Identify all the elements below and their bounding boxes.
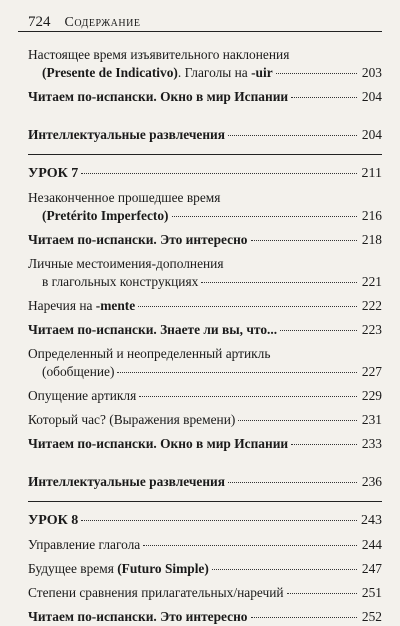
toc-entry [28,165,382,183]
section-title: Содержание [64,15,141,30]
toc-entry-title: (обобщение) [42,364,115,379]
running-header [18,0,382,32]
toc-page-number: 229 [361,388,382,403]
dot-leader [81,520,357,521]
toc-page-number: 204 [361,89,382,104]
dot-leader [238,420,357,421]
toc-entry-title: Читаем по-испански. Знаете ли вы, что... [28,322,278,337]
toc-entry-row [28,560,382,578]
toc-entry-title: Будущее время (Futuro Simple) [28,561,209,576]
toc-entry-row [28,126,382,144]
toc-entry-title: УРОК 8 [28,513,79,528]
toc-page-number: 218 [361,232,382,247]
toc-page-number: 227 [361,364,382,379]
toc-entry [28,608,382,626]
toc-entry [28,46,382,82]
toc-page-number: 252 [361,609,382,624]
toc-entry-title: Интеллектуальные развлечения [28,127,225,142]
toc-page-number: 211 [361,166,382,181]
toc-entry-title: УРОК 7 [28,166,79,181]
toc-entry-title: Читаем по-испански. Это интересно [28,232,248,247]
page-number: 724 [28,14,51,30]
toc-entry [28,255,382,291]
dot-leader [251,240,357,241]
dot-leader [280,330,357,331]
dot-leader [291,444,357,445]
dot-leader [276,73,357,74]
toc-entry-title: Наречия на -mente [28,298,136,313]
toc-entry-row [28,321,382,339]
toc-entry-title: Управление глагола [28,537,141,552]
dot-leader [212,569,357,570]
toc-entry [28,88,382,106]
toc-entry [28,411,382,429]
toc-entry-row [28,297,382,315]
dot-leader [117,372,357,373]
toc-entry-row [28,207,382,225]
toc-entry-row [28,363,382,381]
toc-entry [28,321,382,339]
toc-page-number: 244 [361,537,382,552]
toc-page-number: 203 [361,65,382,80]
dot-leader [287,593,357,594]
dot-leader [172,216,357,217]
table-of-contents [28,46,382,626]
toc-page-number: 221 [361,274,382,289]
dot-leader [138,306,357,307]
toc-page-number: 223 [361,322,382,337]
toc-entry-title: Интеллектуальные развлечения [28,474,225,489]
toc-entry-row [28,512,382,530]
toc-entry-title: Читаем по-испански. Это интересно [28,609,248,624]
toc-entry [28,560,382,578]
toc-entry-title: (Pretérito Imperfecto) [42,208,169,223]
toc-entry-row [28,411,382,429]
toc-entry [28,536,382,554]
toc-entry-row [28,387,382,405]
dot-leader [291,97,357,98]
toc-entry-title: Читаем по-испански. Окно в мир Испании [28,436,289,451]
toc-entry [28,435,382,453]
toc-entry [28,512,382,530]
spacer [28,112,382,126]
toc-entry-title: (Presente de Indicativo). Глаголы на -uir [42,65,273,80]
toc-entry-title: в глагольных конструкциях [42,274,199,289]
toc-entry-row [28,584,382,602]
toc-page-number: 231 [361,412,382,427]
toc-entry-row [28,536,382,554]
toc-page-number: 233 [361,436,382,451]
toc-entry [28,473,382,491]
toc-page-number: 222 [361,298,382,313]
dot-leader [251,617,357,618]
dot-leader [228,482,357,483]
toc-entry [28,189,382,225]
toc-entry [28,584,382,602]
dot-leader [143,545,357,546]
toc-entry [28,231,382,249]
toc-entry [28,297,382,315]
dot-leader [81,173,357,174]
toc-page-number: 236 [361,474,382,489]
spacer [28,459,382,473]
toc-entry-title: Читаем по-испански. Окно в мир Испании [28,89,289,104]
dot-leader [201,282,357,283]
toc-entry-row [28,165,382,183]
toc-entry-title: Который час? (Выражения времени) [28,412,236,427]
toc-entry-row [28,608,382,626]
toc-entry-title: Степени сравнения прилагательных/наречий [28,585,284,600]
toc-entry-row [28,435,382,453]
toc-page-number: 247 [361,561,382,576]
section-divider [28,501,382,502]
toc-entry-line: Незаконченное прошедшее время [28,190,221,205]
toc-entry [28,126,382,144]
toc-entry-row [28,88,382,106]
toc-entry-title: Опущение артикля [28,388,137,403]
toc-page-number: 251 [361,585,382,600]
dot-leader [139,396,357,397]
toc-entry [28,387,382,405]
toc-entry-line: Настоящее время изъявительного наклонения [28,47,290,62]
dot-leader [228,135,357,136]
toc-page-number: 204 [361,127,382,142]
toc-entry-row [28,231,382,249]
toc-entry [28,345,382,381]
toc-page-number: 216 [361,208,382,223]
toc-entry-line: Личные местоимения-дополнения [28,256,224,271]
toc-entry-row [28,473,382,491]
toc-entry-row [28,273,382,291]
toc-page-number: 243 [361,513,382,528]
toc-entry-row [28,64,382,82]
section-divider [28,154,382,155]
toc-entry-line: Определенный и неопределенный артикль [28,346,271,361]
